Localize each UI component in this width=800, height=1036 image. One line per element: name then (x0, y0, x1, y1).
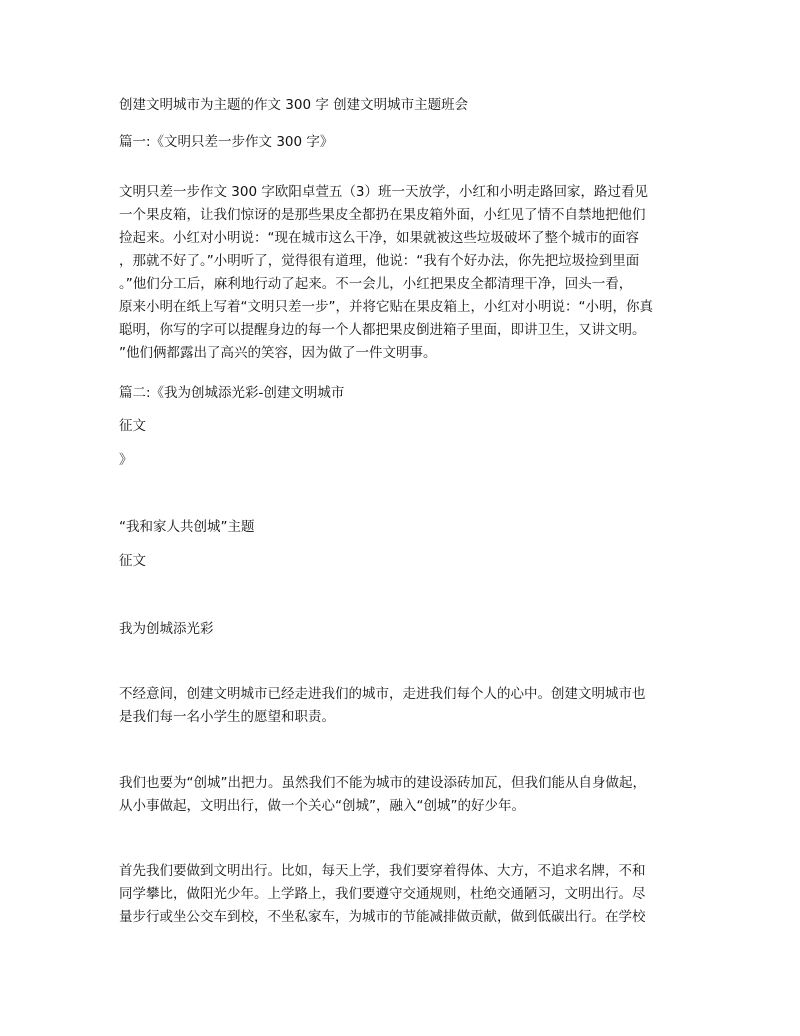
paragraph-line: 不经意间，创建文明城市已经走进我们的城市，走进我们每个人的心中。创建文明城市也 (119, 686, 646, 702)
section1-body-line: 文明只差一步作文 300 字欧阳卓萱五（3）班一天放学，小红和小明走路回家，路过看见 (119, 184, 648, 200)
section1-body-line: 。”他们分工后，麻利地行动了起来。不一会儿，小红把果皮全都清理干净，回头一看， (119, 276, 633, 292)
section1-body-line: 聪明，你写的字可以提醒身边的每一个人都把果皮倒进箱子里面，即讲卫生，又讲文明。 (119, 322, 646, 338)
section1-heading: 篇一:《文明只差一步作文 300 字》 (119, 134, 334, 150)
section1-body-line: 捡起来。小红对小明说：“现在城市这么干净，如果就被这些垃圾破坏了整个城市的面容 (119, 230, 639, 246)
essay-paragraph-2 (119, 772, 684, 818)
paragraph-line: 量步行或坐公交车到校，不坐私家车，为城市的节能减排做贡献，做到低碳出行。在学校 (119, 909, 646, 925)
section1-body (119, 181, 684, 365)
theme-line: “我和家人共创城”主题 (119, 519, 255, 535)
section1-body-line: ”他们俩都露出了高兴的笑容，因为做了一件文明事。 (119, 345, 437, 361)
section1-body-line: 原来小明在纸上写着“文明只差一步”，并将它贴在果皮箱上，小红对小明说：“小明，你真 (119, 299, 653, 315)
paragraph-line: 我们也要为“创城”出把力。虽然我们不能为城市的建设添砖加瓦，但我们能从自身做起， (119, 775, 646, 791)
essay-paragraph-1 (119, 683, 684, 729)
paragraph-line: 是我们每一名小学生的愿望和职责。 (119, 709, 335, 725)
essay-paragraph-3 (119, 860, 684, 929)
document-title: 创建文明城市为主题的作文 300 字 创建文明城市主题班会 (119, 97, 469, 113)
paragraph-line: 首先我们要做到文明出行。比如，每天上学，我们要穿着得体、大方，不追求名牌，不和 (119, 863, 646, 879)
paragraph-line: 从小事做起，文明出行，做一个关心“创城”，融入“创城”的好少年。 (119, 798, 525, 814)
section1-body-line: 一个果皮箱，让我们惊讶的是那些果皮全都扔在果皮箱外面，小红见了情不自禁地把他们 (119, 207, 646, 223)
section2-heading: 篇二:《我为创城添光彩-创建文明城市 (119, 385, 345, 401)
section2-heading-line3: 》 (119, 452, 133, 468)
paragraph-line: 同学攀比，做阳光少年。上学路上，我们要遵守交通规则，杜绝交通陋习，文明出行。尽 (119, 886, 646, 902)
essay-title: 我为创城添光彩 (119, 621, 214, 637)
theme-line-2: 征文 (119, 553, 146, 569)
section2-heading-line2: 征文 (119, 418, 146, 434)
section1-body-line: ，那就不好了。”小明听了，觉得很有道理，他说：“我有个好办法，你先把垃圾捡到里面 (119, 253, 640, 269)
